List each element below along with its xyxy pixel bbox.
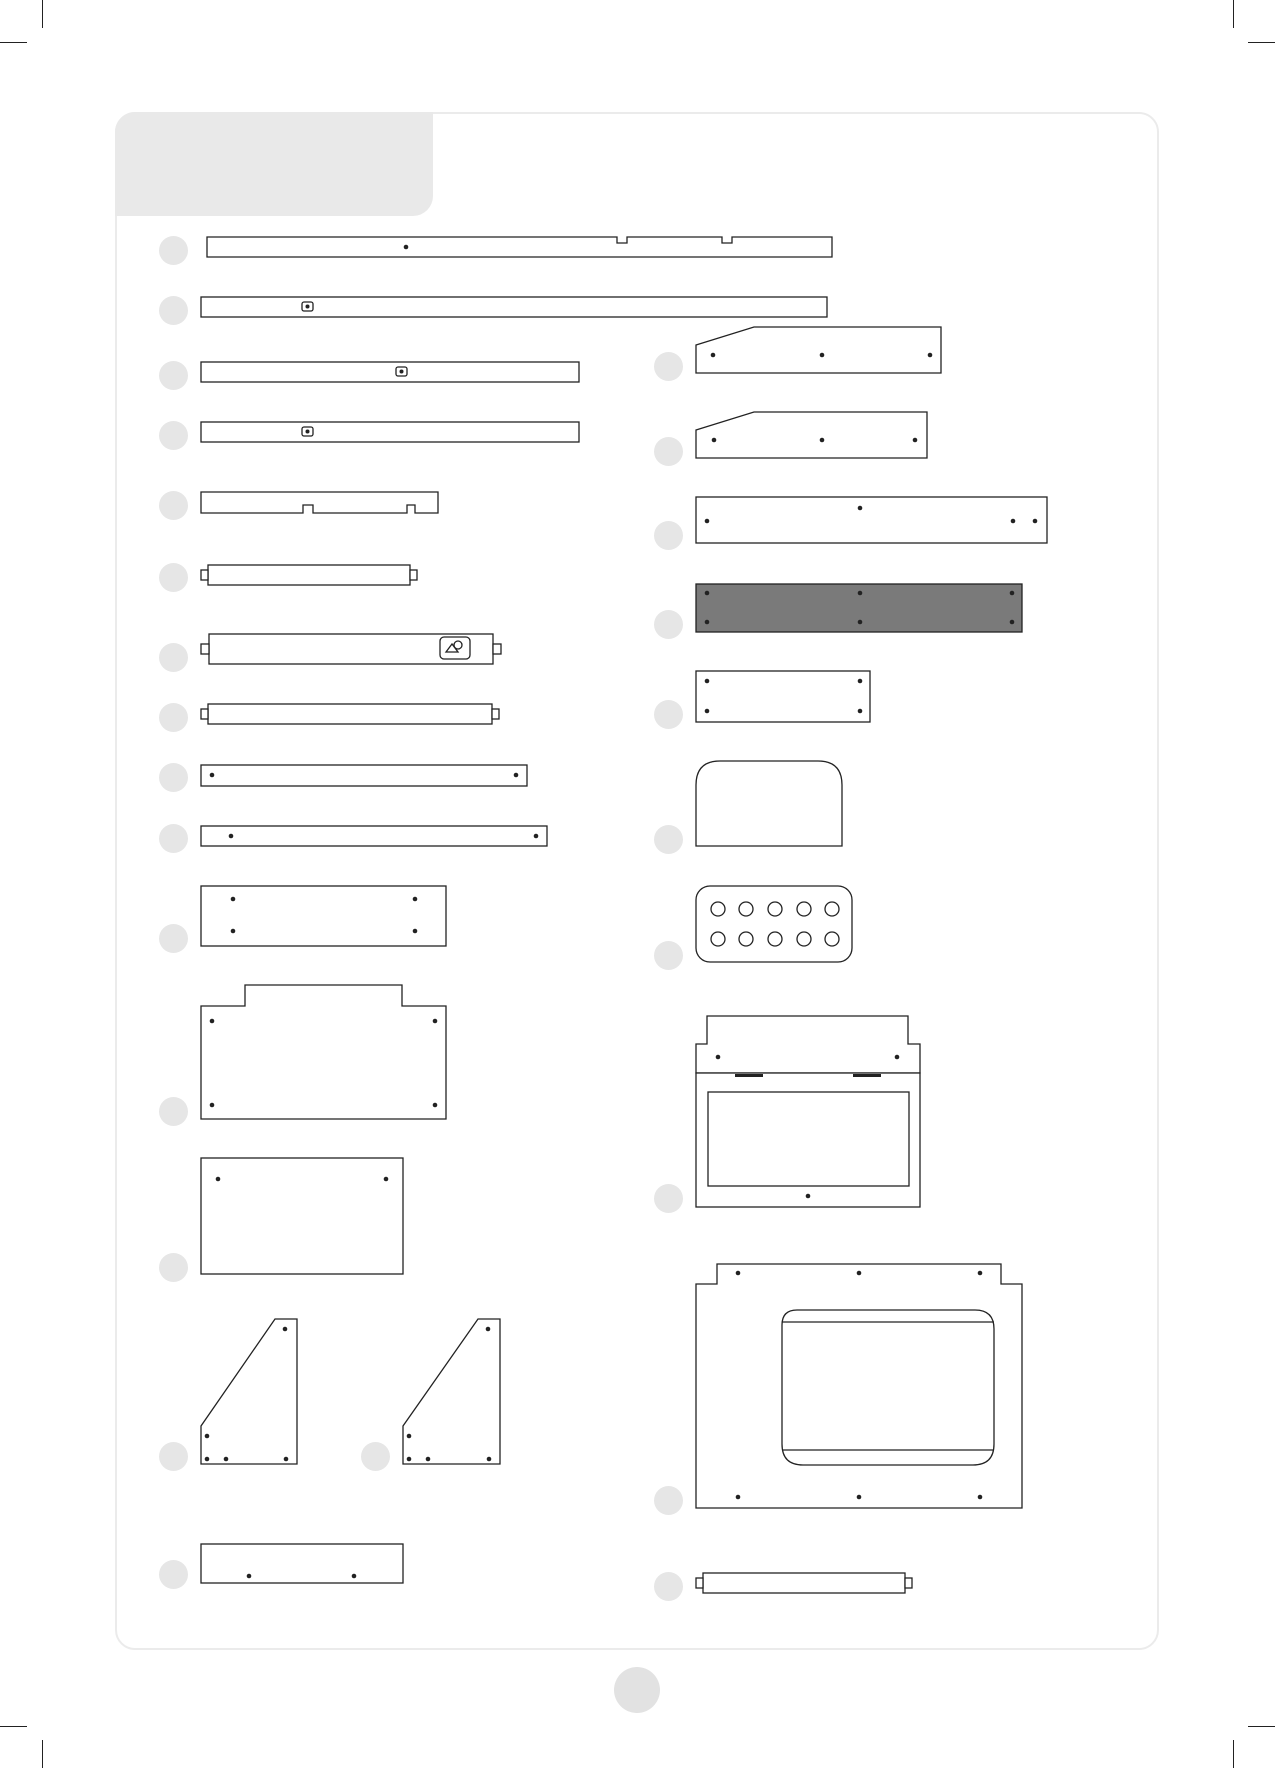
part-7-dowel-rail-with-logo (201, 634, 501, 664)
part-12-tabbed-panel (201, 985, 446, 1119)
part-8-dowel-rail (201, 704, 499, 724)
part-16-chamfered-panel (696, 327, 941, 373)
part-19-dark-panel (696, 584, 1022, 632)
part-22-button-panel (696, 886, 852, 962)
part-14b-angled-bracket (403, 1319, 500, 1464)
part-5-notched-rail (201, 492, 438, 513)
part-15-rail (201, 1544, 403, 1583)
part-13-panel (201, 1158, 403, 1274)
part-24-front-panel (696, 1264, 1022, 1508)
part-17-chamfered-panel (696, 412, 927, 458)
part-4-rail-with-cam (201, 422, 579, 442)
part-14a-angled-bracket (201, 1319, 297, 1464)
part-3-rail-with-cam (201, 362, 579, 382)
part-11-panel (201, 886, 446, 946)
part-18-panel (696, 497, 1047, 543)
part-1-long-rail-with-notches (207, 237, 832, 257)
part-10-rail (201, 826, 547, 846)
part-21-rounded-panel (696, 761, 842, 846)
part-6-dowel-rail (201, 565, 417, 585)
part-23-monitor-frame (696, 1016, 920, 1207)
part-9-rail (201, 765, 527, 786)
part-20-panel (696, 671, 870, 722)
part-2-long-rail-with-cam (201, 297, 827, 317)
part-25-dowel-rail (696, 1573, 912, 1593)
